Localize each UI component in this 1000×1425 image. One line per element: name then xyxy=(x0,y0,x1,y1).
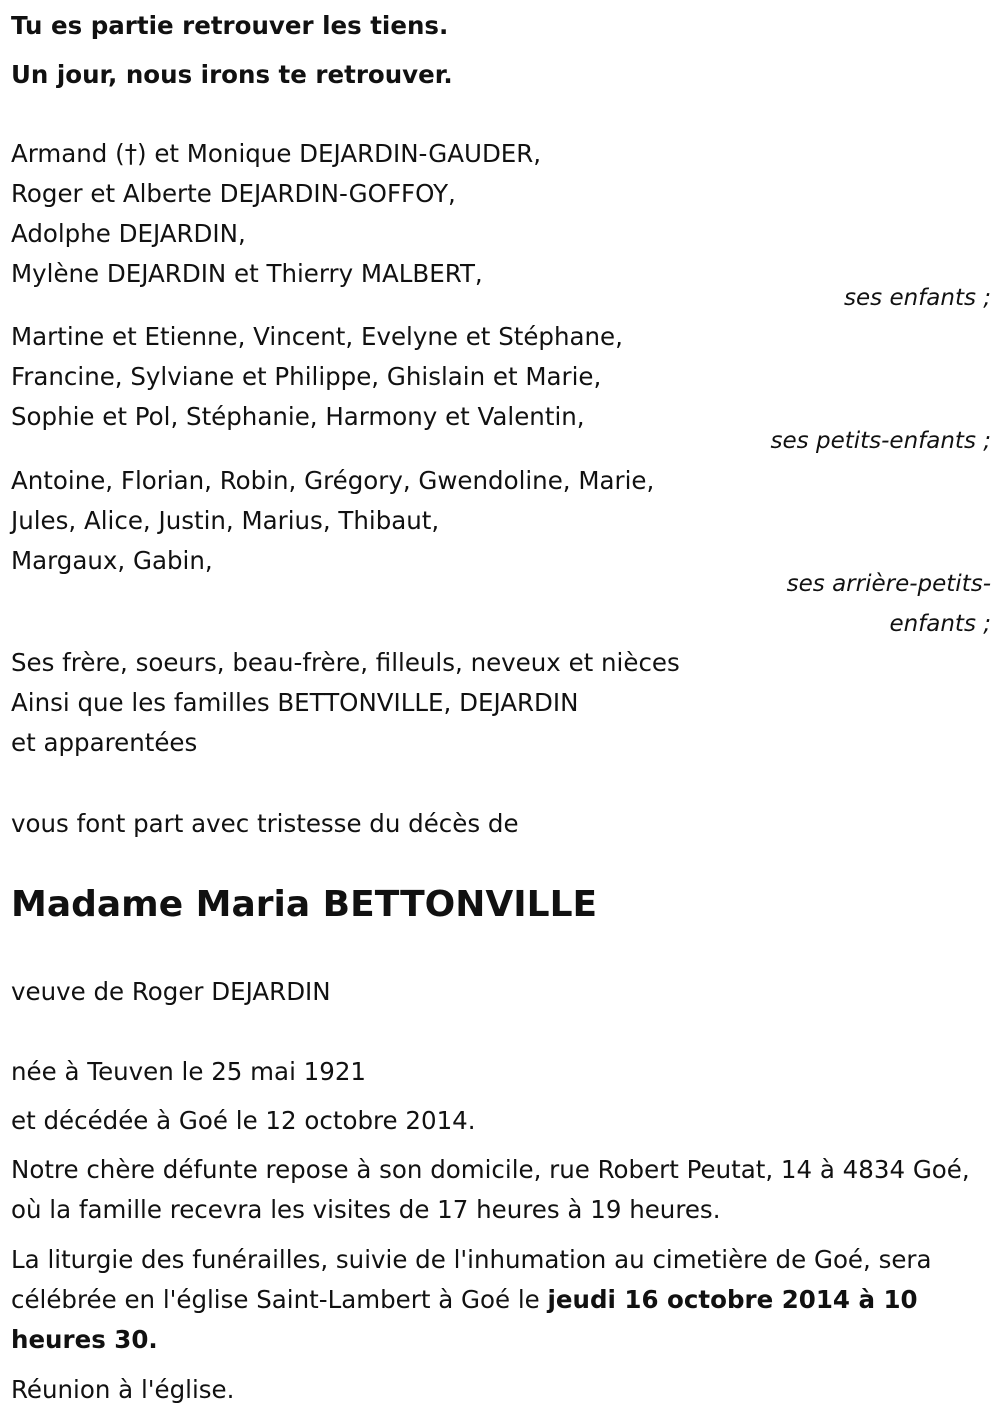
liturgy-date: jeudi 16 octobre 2014 à 10 heures 30. xyxy=(11,1285,918,1354)
great-grandchildren-role-line-1: ses arrière-petits- xyxy=(786,571,991,597)
children-line-1 xyxy=(11,134,991,174)
children-line-1-start: Armand ( xyxy=(11,139,125,168)
grandchildren-list xyxy=(11,317,991,437)
repose-info: Notre chère défunte repose à son domicile, rue Robert Peutat, 14 à 4834 Goé, où la famille recevra les visites de 17 heures à 19 heures. xyxy=(11,1155,970,1224)
children-list xyxy=(11,134,991,294)
death-info: et décédée à Goé le 12 octobre 2014. xyxy=(11,1106,476,1135)
announcement-text: vous font part avec tristesse du décès de xyxy=(11,809,519,838)
grandchildren-role: ses petits-enfants ; xyxy=(770,428,991,454)
children-role: ses enfants ; xyxy=(844,285,991,311)
family-line-2: Ainsi que les familles BETTONVILLE, DEJARDIN xyxy=(11,688,579,717)
reunion-info: Réunion à l'église. xyxy=(11,1375,235,1404)
extended-family xyxy=(11,643,991,763)
children-line-4: Mylène DEJARDIN et Thierry MALBERT, xyxy=(11,259,483,288)
great-grandchildren-line-1: Antoine, Florian, Robin, Grégory, Gwendoline, Marie, xyxy=(11,466,655,495)
family-line-3: et apparentées xyxy=(11,728,198,757)
great-grandchildren-line-3: Margaux, Gabin, xyxy=(11,546,213,575)
birth-info: née à Teuven le 25 mai 1921 xyxy=(11,1057,367,1086)
grandchildren-line-1: Martine et Etienne, Vincent, Evelyne et Stéphane, xyxy=(11,322,623,351)
great-grandchildren-line-2: Jules, Alice, Justin, Marius, Thibaut, xyxy=(11,506,440,535)
grandchildren-line-3: Sophie et Pol, Stéphanie, Harmony et Valentin, xyxy=(11,402,585,431)
epigraph-line-1: Tu es partie retrouver les tiens. xyxy=(11,11,449,40)
widow-of: veuve de Roger DEJARDIN xyxy=(11,977,331,1006)
great-grandchildren-role-line-2: enfants ; xyxy=(889,611,991,637)
deceased-name: Madame Maria BETTONVILLE xyxy=(11,884,598,925)
children-line-1-end: ) et Monique DEJARDIN-GAUDER, xyxy=(136,139,542,168)
great-grandchildren-list xyxy=(11,461,991,581)
children-line-3: Adolphe DEJARDIN, xyxy=(11,219,246,248)
children-line-2: Roger et Alberte DEJARDIN-GOFFOY, xyxy=(11,179,456,208)
cross-icon: † xyxy=(124,139,137,168)
epigraph-line-2: Un jour, nous irons te retrouver. xyxy=(11,60,453,89)
liturgy-text: La liturgie des funérailles, suivie de l'inhumation au cimetière de Goé, sera célébrée en l'église Saint-Lambert à Goé le xyxy=(11,1245,932,1314)
family-line-1: Ses frère, soeurs, beau-frère, filleuls, neveux et nièces xyxy=(11,648,680,677)
liturgy-info xyxy=(11,1240,991,1360)
grandchildren-line-2: Francine, Sylviane et Philippe, Ghislain et Marie, xyxy=(11,362,602,391)
